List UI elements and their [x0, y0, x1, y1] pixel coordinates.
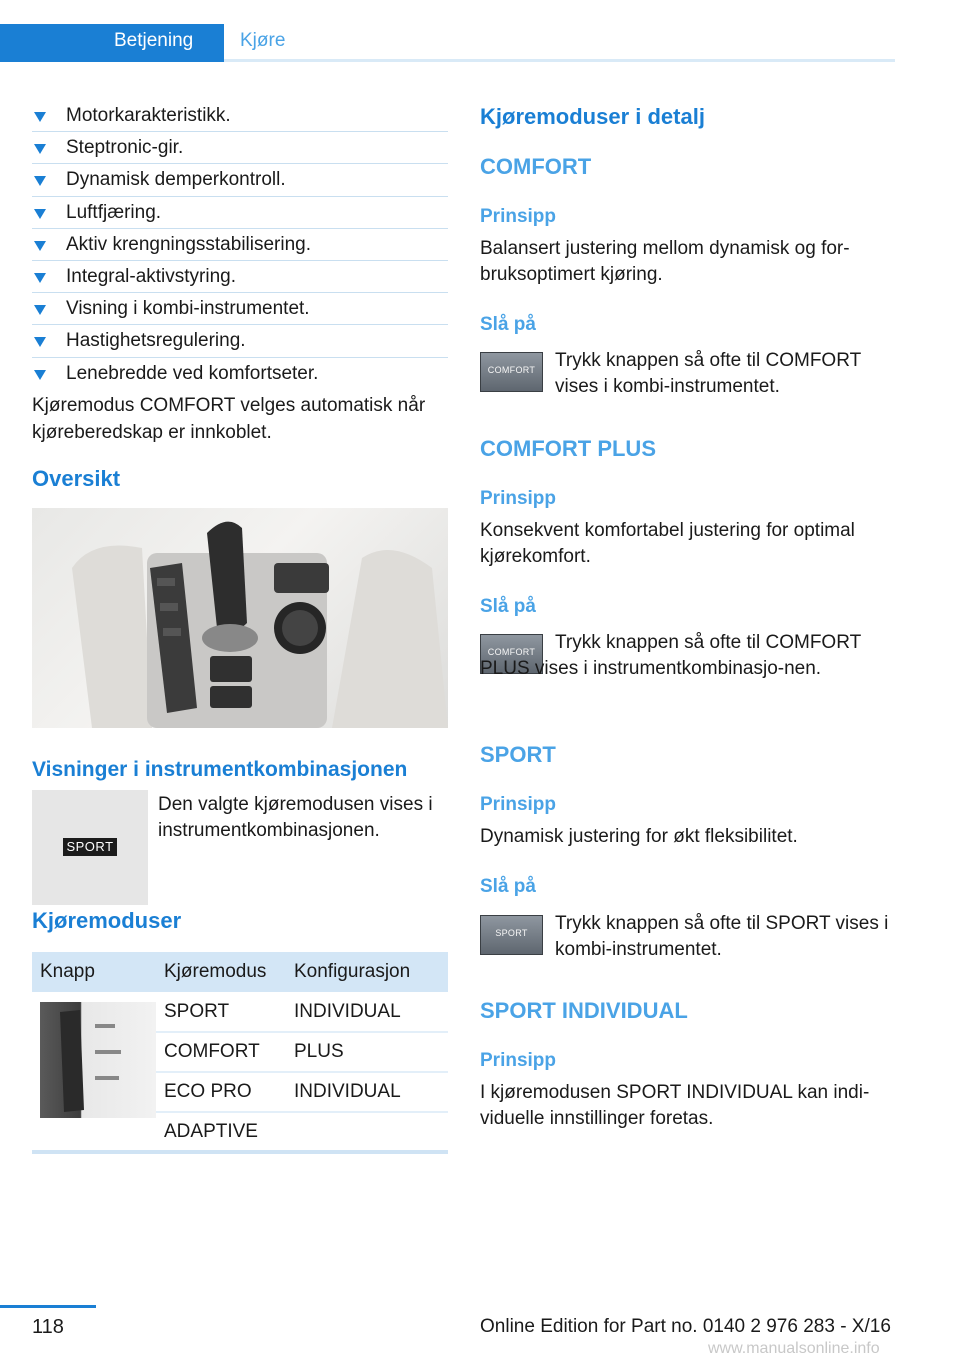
triangle-bullet-icon [34, 241, 46, 251]
section-title-sport-individual: SPORT INDIVIDUAL [480, 998, 688, 1023]
prinsipp-label: Prinsipp [480, 206, 557, 227]
detail-heading: Kjøremoduser i detalj [480, 104, 705, 129]
list-item: Dynamisk demperkontroll. [32, 164, 448, 196]
table-row [32, 992, 448, 1032]
mode-buttons-image [40, 1002, 156, 1118]
table-header-row [32, 952, 448, 992]
config-cell: INDIVIDUAL [286, 992, 448, 1032]
chapter-header [0, 0, 895, 62]
auto-mode-note: Kjøremodus COMFORT velges automatisk når kjøreberedskap er innkoblet. [32, 394, 426, 443]
mode-buttons-illustration [40, 1002, 156, 1118]
tab-kjore-label[interactable]: Kjøre [240, 30, 286, 51]
sla-pa-label: Slå på [480, 314, 536, 335]
sport-display-image [32, 790, 148, 905]
triangle-bullet-icon [34, 305, 46, 315]
console-photo [32, 508, 448, 728]
left-column [32, 100, 448, 1142]
section-title-sport: SPORT [480, 742, 556, 767]
header-divider [224, 59, 895, 62]
prinsipp-label: Prinsipp [480, 488, 557, 509]
triangle-bullet-icon [34, 209, 46, 219]
sport-badge: SPORT [63, 838, 117, 856]
console-illustration [32, 508, 448, 728]
list-item: Luftfjæring. [32, 197, 448, 229]
list-item: Visning i kombi-instrumentet. [32, 293, 448, 325]
visninger-heading: Visninger i instrumentkombinasjonen [32, 758, 408, 781]
prinsipp-text: Balansert justering mellom dynamisk og for-bruksoptimert kjøring. [480, 238, 850, 285]
tab-betjening-label: Betjening [114, 30, 194, 51]
footer-accent-line [0, 1305, 96, 1308]
triangle-bullet-icon [34, 273, 46, 283]
sla-pa-label: Slå på [480, 596, 536, 617]
feature-list [32, 100, 448, 390]
comfort-button-image: COMFORT [480, 352, 543, 392]
visninger-text: Den valgte kjøremodusen vises i instrumentkombinasjonen. [158, 794, 433, 841]
prinsipp-text: I kjøremodusen SPORT INDIVIDUAL kan indi-viduelle innstillinger foretas. [480, 1082, 870, 1129]
sla-pa-text: Trykk knappen så ofte til COMFORT PLUS vises i instrumentkombinasjo-nen. [480, 632, 861, 679]
list-item: Steptronic-gir. [32, 132, 448, 164]
list-item: Hastighetsregulering. [32, 325, 448, 357]
watermark: www.manualsonline.info [708, 1340, 880, 1357]
triangle-bullet-icon [34, 337, 46, 347]
sla-pa-text: Trykk knappen så ofte til COMFORT vises i kombi-instrumentet. [555, 350, 861, 397]
config-cell [286, 1112, 448, 1152]
triangle-bullet-icon [34, 144, 46, 154]
prinsipp-text: Dynamisk justering for økt fleksibilitet. [480, 826, 798, 847]
sla-pa-text: Trykk knappen så ofte til SPORT vises i kombi-instrumentet. [555, 913, 889, 960]
knapp-image-cell [32, 992, 156, 1152]
mode-cell: ECO PRO [156, 1072, 286, 1112]
prinsipp-text: Konsekvent komfortabel justering for optimal kjørekomfort. [480, 520, 855, 567]
col-header-knapp: Knapp [32, 952, 156, 992]
config-cell: INDIVIDUAL [286, 1072, 448, 1112]
triangle-bullet-icon [34, 112, 46, 122]
col-header-konfigurasjon: Konfigurasjon [286, 952, 448, 992]
comfort-plus-button-image: COMFORT [480, 634, 543, 674]
sla-pa-label: Slå på [480, 876, 536, 897]
config-cell: PLUS [286, 1032, 448, 1072]
triangle-bullet-icon [34, 176, 46, 186]
list-item: Lenebredde ved komfortseter. [32, 358, 448, 390]
oversikt-heading: Oversikt [32, 466, 121, 491]
prinsipp-label: Prinsipp [480, 794, 557, 815]
list-item: Motorkarakteristikk. [32, 100, 448, 132]
section-title-comfort: COMFORT [480, 154, 592, 179]
triangle-bullet-icon [34, 370, 46, 380]
list-item: Integral-aktivstyring. [32, 261, 448, 293]
kjoremoduser-heading: Kjøremoduser [32, 908, 182, 933]
mode-cell: SPORT [156, 992, 286, 1032]
mode-cell: COMFORT [156, 1032, 286, 1072]
section-title-comfort-plus: COMFORT PLUS [480, 436, 656, 461]
list-item: Aktiv krengningsstabilisering. [32, 229, 448, 261]
driving-modes-table [32, 952, 448, 1154]
prinsipp-label: Prinsipp [480, 1050, 557, 1071]
edition-text: Online Edition for Part no. 0140 2 976 283 - X/16 [480, 1316, 891, 1337]
sport-button-image: SPORT [480, 915, 543, 955]
mode-cell: ADAPTIVE [156, 1112, 286, 1152]
col-header-kjoremodus: Kjøremodus [156, 952, 286, 992]
page-number: 118 [32, 1316, 64, 1338]
